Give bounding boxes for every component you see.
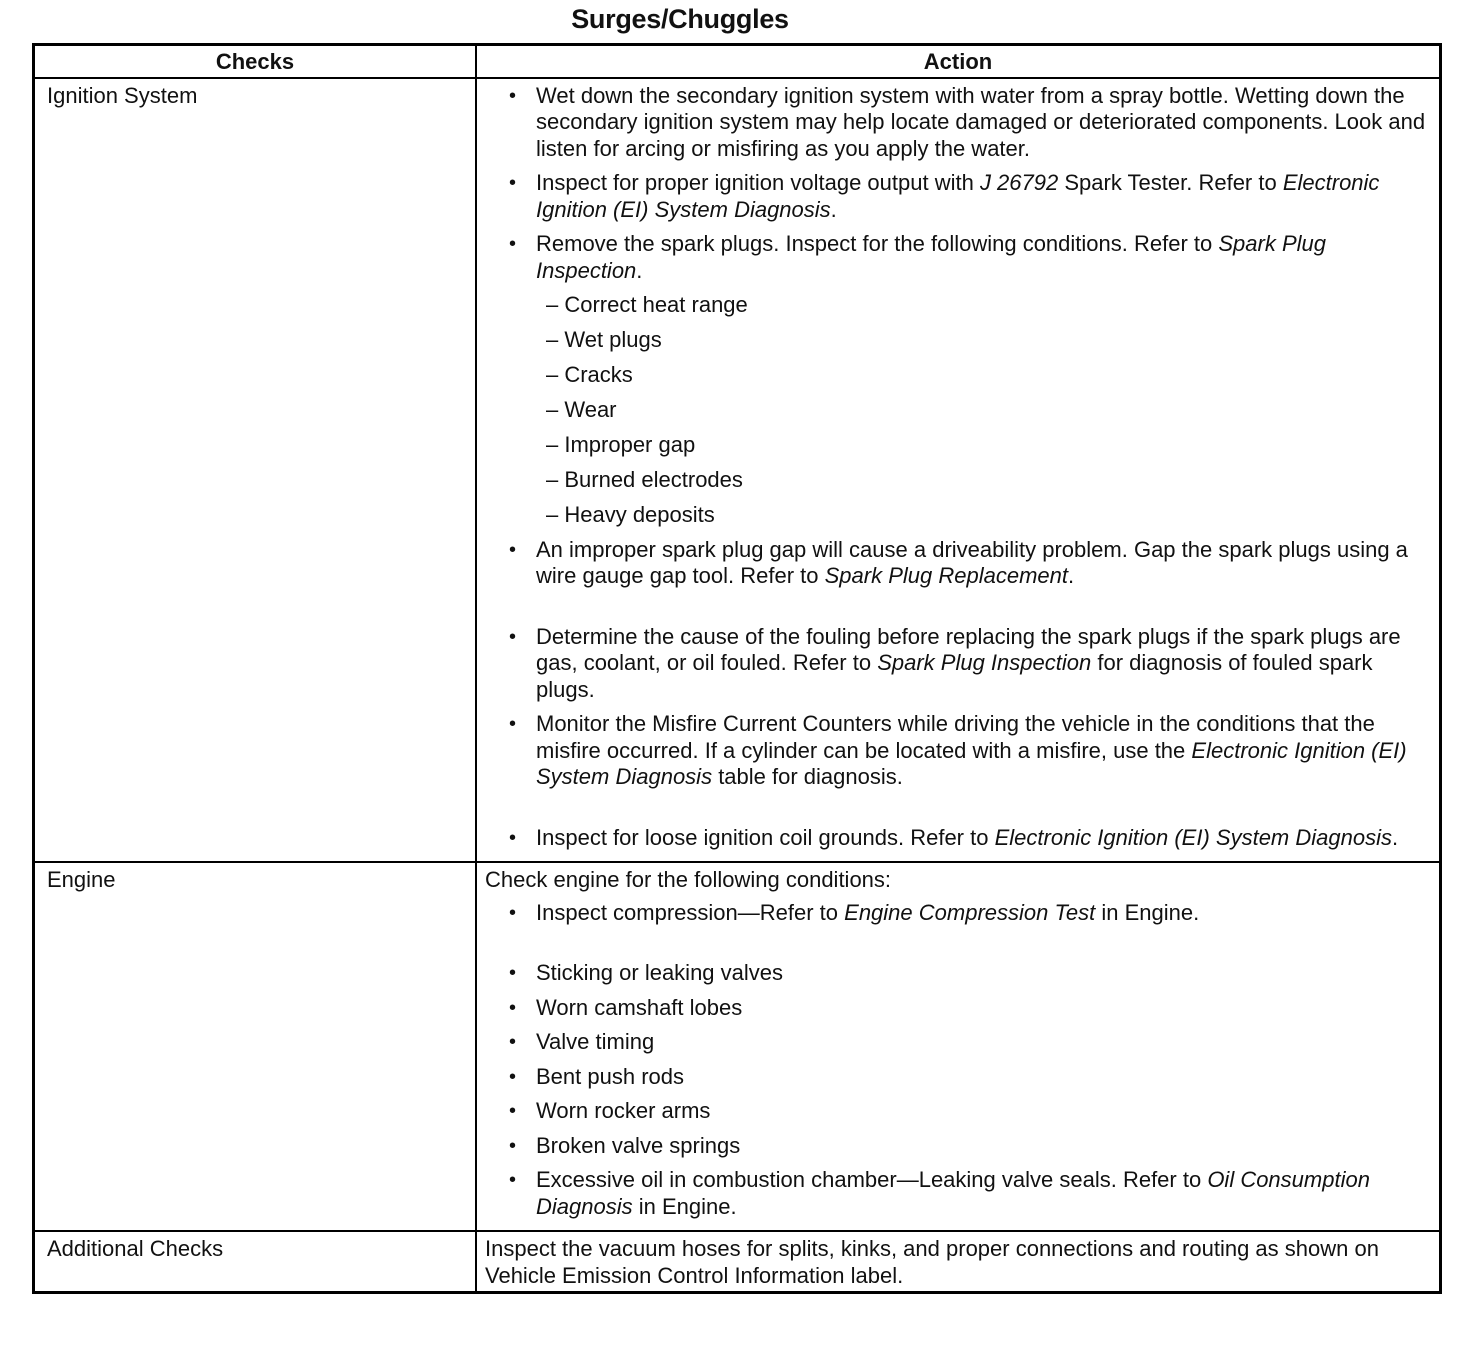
action-bullet-item — [509, 1064, 1431, 1091]
reference-text: Spark Plug Replacement — [824, 563, 1068, 588]
reference-text: Oil Consumption Diagnosis — [536, 1167, 1370, 1219]
bullet-text: . — [830, 196, 837, 222]
condition-item: – Burned electrodes — [546, 467, 743, 492]
bullet-text: Worn rocker arms — [536, 1098, 711, 1123]
action-bullet-item — [509, 83, 1431, 163]
action-cell — [476, 78, 1441, 863]
reference-text: Electronic Ignition (EI) System Diagnosis — [994, 824, 1392, 850]
action-bullet-item — [509, 711, 1431, 791]
header-row — [34, 45, 1441, 78]
bullet-text: table for diagnosis. — [712, 764, 903, 789]
bullet-text: Valve timing — [536, 1029, 655, 1054]
bullet-text: Bent push rods — [536, 1063, 684, 1089]
action-bullet-item — [509, 825, 1431, 852]
bullet-text: . — [1067, 563, 1075, 588]
reference-text: Spark Plug Inspection — [877, 650, 1092, 675]
condition-item: – Heavy deposits — [546, 502, 715, 527]
action-bullet-item — [509, 170, 1431, 223]
action-bullet-item — [509, 231, 1431, 529]
bullet-text: Broken valve springs — [536, 1132, 741, 1158]
action-bullet-list — [485, 900, 1431, 1221]
condition-item: – Wet plugs — [546, 327, 662, 352]
action-bullet-item — [509, 537, 1431, 590]
check-cell: Engine — [34, 862, 477, 1231]
condition-item: – Correct heat range — [546, 292, 748, 317]
bullet-text: for diagnosis of fouled spark plugs. — [536, 650, 1373, 702]
table-row-additional-checks — [34, 1231, 1441, 1293]
bullet-text: Spark Tester. Refer to — [1058, 170, 1283, 195]
diagnosis-table — [32, 43, 1442, 1294]
bullet-text: . — [1391, 824, 1399, 850]
action-bullet-item — [509, 995, 1431, 1022]
bullet-text: Remove the spark plugs. Inspect for the following conditions. Refer to — [536, 231, 1219, 256]
bullet-text: An improper spark plug gap will cause a driveability problem. Gap the spark plugs using a wire gauge gap tool. Refer to — [536, 536, 1408, 588]
condition-item: – Improper gap — [546, 432, 696, 457]
bullet-text: Inspect for proper ignition voltage output with — [536, 170, 980, 195]
page-title: Surges/Chuggles — [571, 4, 789, 34]
action-bullet-item — [509, 624, 1431, 704]
condition-sublist — [536, 292, 1431, 529]
reference-text: Electronic Ignition (EI) System Diagnosis — [536, 170, 1380, 222]
reference-text: Electronic Ignition (EI) System Diagnosis — [536, 737, 1407, 789]
action-bullet-item — [509, 1133, 1431, 1160]
action-cell: Inspect the vacuum hoses for splits, kinks, and proper connections and routing as shown on Vehicle Emission Control Information label. — [476, 1231, 1441, 1293]
action-bullet-item — [509, 1098, 1431, 1125]
bullet-text: Determine the cause of the fouling before replacing the spark plugs if the spark plugs are gas, coolant, or oil fouled. Refer to — [536, 623, 1401, 675]
bullet-text: Wet down the secondary ignition system with water from a spray bottle. Wetting down the secondary ignition system may help locate damaged or deteriorated components. Look and listen for arcing or misfiring as you apply the water. — [536, 82, 1426, 161]
bullet-text: Excessive oil in combustion chamber—Leaking valve seals. Refer to — [536, 1167, 1208, 1192]
action-intro: Check engine for the following conditions: — [485, 867, 892, 892]
bullet-text: in Engine. — [1095, 899, 1200, 925]
bullet-text: Sticking or leaking valves — [536, 960, 784, 985]
action-bullet-list — [509, 83, 1431, 852]
table-row-engine — [34, 862, 1441, 1231]
table-row-ignition-system — [34, 78, 1441, 863]
action-bullet-item — [509, 1167, 1431, 1220]
bullet-text: Worn camshaft lobes — [536, 994, 743, 1020]
reference-text: Engine Compression Test — [844, 899, 1096, 925]
bullet-text: Monitor the Misfire Current Counters while driving the vehicle in the conditions that the misfire occurred. If a cylinder can be located with a misfire, use the — [536, 711, 1375, 763]
action-bullet-item — [509, 1029, 1431, 1056]
bullet-text: Inspect for loose ignition coil grounds. Refer to — [536, 824, 995, 850]
bullet-text: Inspect compression—Refer to — [536, 899, 845, 925]
reference-text: Spark Plug Inspection — [536, 231, 1326, 283]
reference-text: J 26792 — [979, 170, 1059, 195]
bullet-text: in Engine. — [632, 1193, 737, 1219]
check-cell: Ignition System — [34, 78, 477, 863]
condition-item: – Wear — [546, 397, 617, 422]
action-bullet-item — [509, 900, 1431, 927]
column-header-action: Action — [476, 45, 1441, 78]
column-header-checks: Checks — [34, 45, 477, 78]
action-cell — [476, 862, 1441, 1231]
check-cell: Additional Checks — [34, 1231, 477, 1293]
action-bullet-item — [509, 960, 1431, 987]
bullet-text: . — [636, 257, 643, 283]
condition-item: – Cracks — [546, 362, 633, 387]
